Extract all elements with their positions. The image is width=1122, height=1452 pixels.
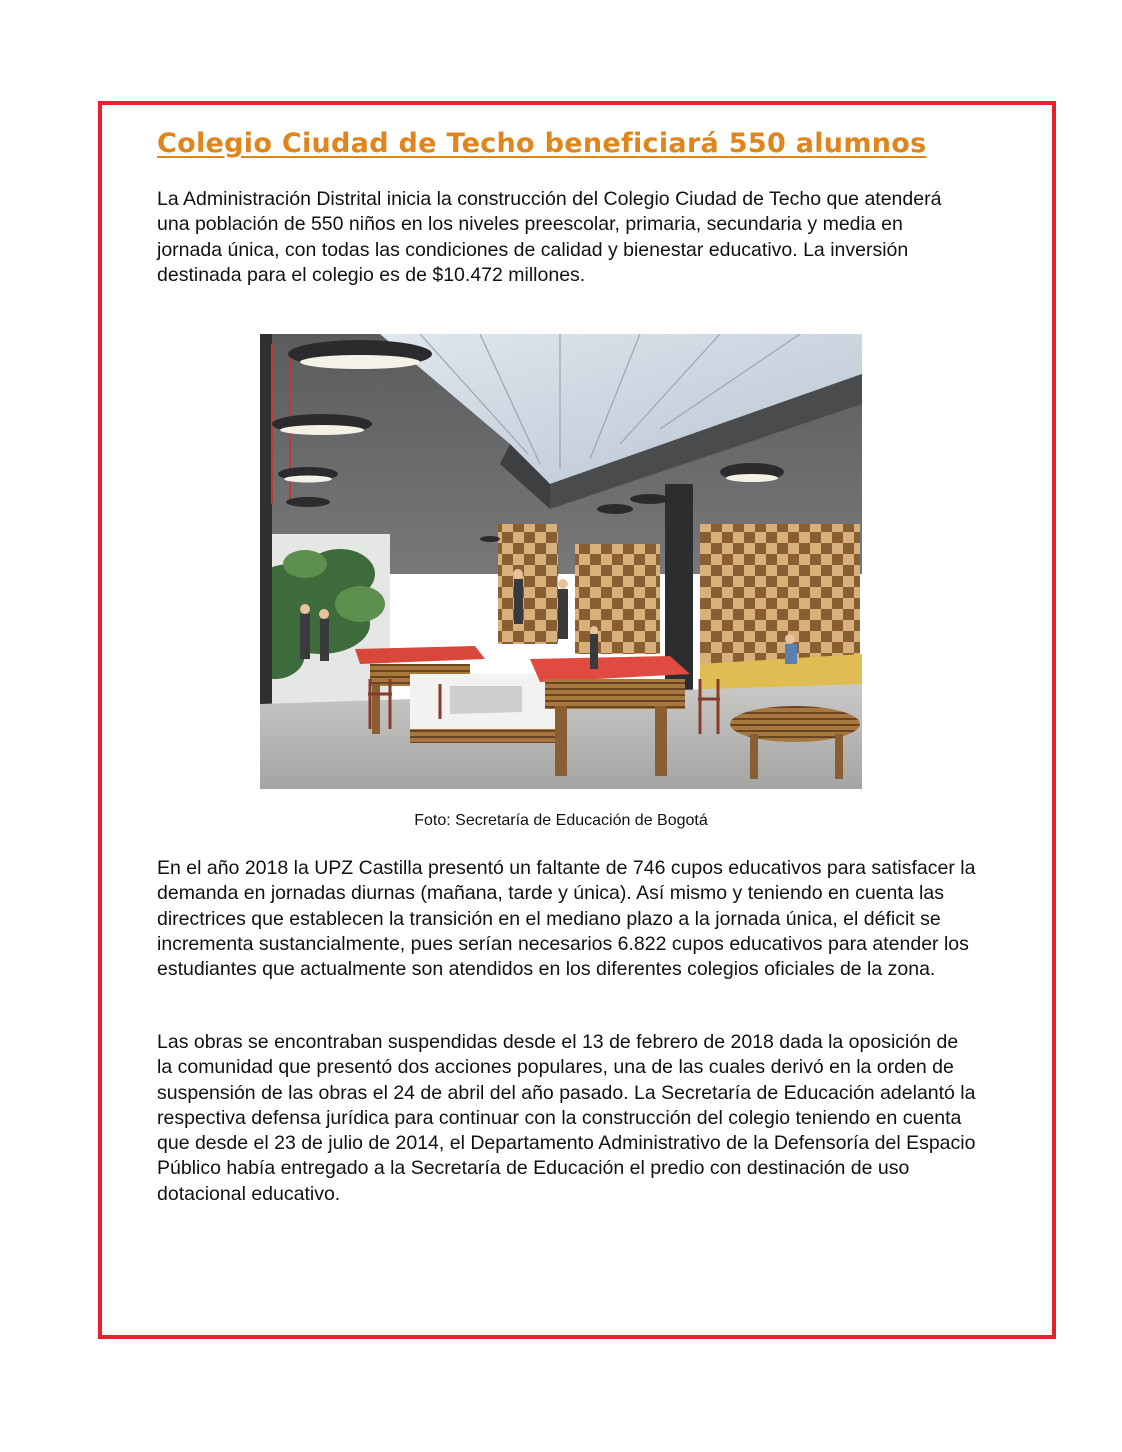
- article-title[interactable]: Colegio Ciudad de Techo beneficiará 550 alumnos: [157, 128, 927, 159]
- intro-paragraph: La Administración Distrital inicia la construcción del Colegio Ciudad de Techo que atenderá una población de 550 niños en los niveles preescolar, primaria, secundaria y media en jornada única, con todas las condiciones de calidad y bienestar educativo. La inversión destinada para el colegio es de $10.472 millones.: [157, 188, 942, 286]
- paragraph-enrollment-deficit: En el año 2018 la UPZ Castilla presentó un faltante de 746 cupos educativos para satisfacer la demanda en jornadas diurnas (mañana, tarde y única). Así mismo y teniendo en cuenta las directrices que establecen la transición en el mediano plazo a la jornada única, el déficit se incrementa sustancialmente, pues serían necesarios 6.822 cupos educativos para atender los estudiantes que actualmente son atendidos en los diferentes colegios oficiales de la zona.: [157, 857, 976, 981]
- paragraph-legal-suspension: Las obras se encontraban suspendidas desde el 13 de febrero de 2018 dada la oposición de la comunidad que presentó dos acciones populares, una de las cuales derivó en la orden de suspensión de las obras el 24 de abril del año pasado. La Secretaría de Educación adelantó la respectiva defensa jurídica para continuar con la construcción del colegio teniendo en cuenta que desde el 23 de julio de 2014, el Departamento Administrativo de la Defensoría del Espacio Público había entregado a la Secretaría de Educación el predio con destinación de uso dotacional educativo.: [157, 1031, 976, 1205]
- photo-caption: Foto: Secretaría de Educación de Bogotá: [414, 812, 708, 829]
- school-interior-photo: [260, 334, 862, 789]
